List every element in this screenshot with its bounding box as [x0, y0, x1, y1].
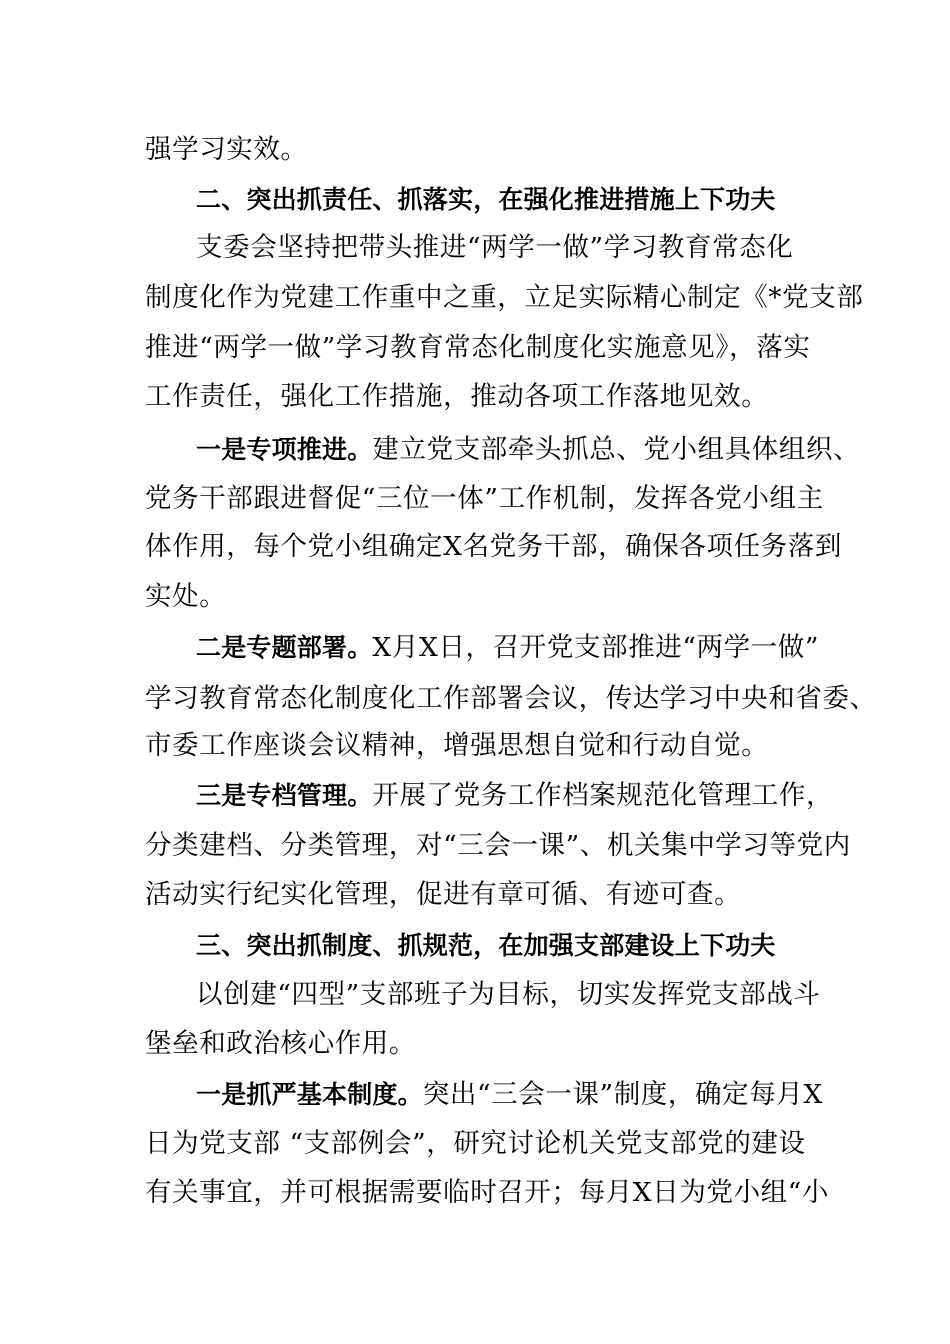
section-heading — [196, 174, 826, 226]
line-text: X月X日，召开党支部推进“两学一做” — [372, 632, 820, 663]
line-text: 建立党支部牵头抓总、党小组具体组织、 — [372, 434, 861, 465]
body-line — [196, 622, 826, 674]
line-text: 有关事宜，并可根据需要临时召开；每月X日为党小组“小 — [145, 1177, 830, 1208]
line-text: 分类建档、分类管理，对“三会一课”、机关集中学习等党内 — [145, 830, 851, 861]
body-line — [196, 1069, 826, 1121]
section-heading — [196, 920, 826, 972]
line-text: 以创建“四型”支部班子为目标，切实发挥党支部战斗 — [196, 979, 821, 1010]
body-line — [145, 371, 825, 423]
body-line — [145, 1118, 825, 1170]
body-line — [196, 969, 826, 1021]
line-text: 制度化作为党建工作重中之重，立足实际精心制定《*党支部 — [145, 282, 864, 313]
line-text: 推进“两学一做”学习教育常态化制度化实施意见》，落实 — [145, 332, 811, 363]
body-line — [145, 673, 877, 725]
body-line — [145, 124, 825, 176]
line-text: 日为党支部 “支部例会”，研究讨论机关党支部党的建设 — [145, 1128, 806, 1159]
line-text: 堡垒和政治核心作用。 — [145, 1028, 416, 1059]
body-line — [145, 272, 864, 324]
body-line — [196, 222, 826, 274]
line-text: 市委工作座谈会议精神，增强思想自觉和行动自觉。 — [145, 730, 769, 761]
body-line — [196, 770, 834, 822]
paragraph-lead: 三是专档管理。 — [196, 781, 373, 810]
body-line — [145, 473, 825, 525]
line-text: 学习教育常态化制度化工作部署会议，传达学习中央和省委、 — [145, 683, 877, 714]
body-line — [145, 1018, 825, 1070]
paragraph-lead: 二是专题部署。 — [196, 633, 373, 662]
body-line — [145, 521, 842, 573]
heading-text: 三、突出抓制度、抓规范，在加强支部建设上下功夫 — [196, 931, 776, 960]
line-text: 突出“三会一课”制度，确定每月X — [422, 1079, 823, 1110]
line-text: 党务干部跟进督促“三位一体”工作机制，发挥各党小组主 — [145, 483, 824, 514]
line-text: 实处。 — [145, 581, 227, 612]
body-line — [145, 571, 825, 623]
line-text: 开展了党务工作档案规范化管理工作， — [372, 780, 834, 811]
line-text: 体作用，每个党小组确定X名党务干部，确保各项任务落到 — [145, 531, 842, 562]
body-line — [145, 869, 825, 921]
body-line — [145, 1167, 830, 1219]
line-text: 活动实行纪实化管理，促进有章可循、有迹可查。 — [145, 879, 742, 910]
line-text: 强学习实效。 — [145, 134, 308, 165]
body-line — [196, 424, 861, 476]
body-line — [145, 720, 825, 772]
line-text: 支委会坚持把带头推进“两学一做”学习教育常态化 — [196, 232, 794, 263]
body-line — [145, 322, 825, 374]
body-line — [145, 820, 851, 872]
paragraph-lead: 一是抓严基本制度。 — [196, 1080, 423, 1109]
line-text: 工作责任，强化工作措施，推动各项工作落地见效。 — [145, 381, 769, 412]
paragraph-lead: 一是专项推进。 — [196, 435, 373, 464]
heading-text: 二、突出抓责任、抓落实，在强化推进措施上下功夫 — [196, 185, 776, 214]
